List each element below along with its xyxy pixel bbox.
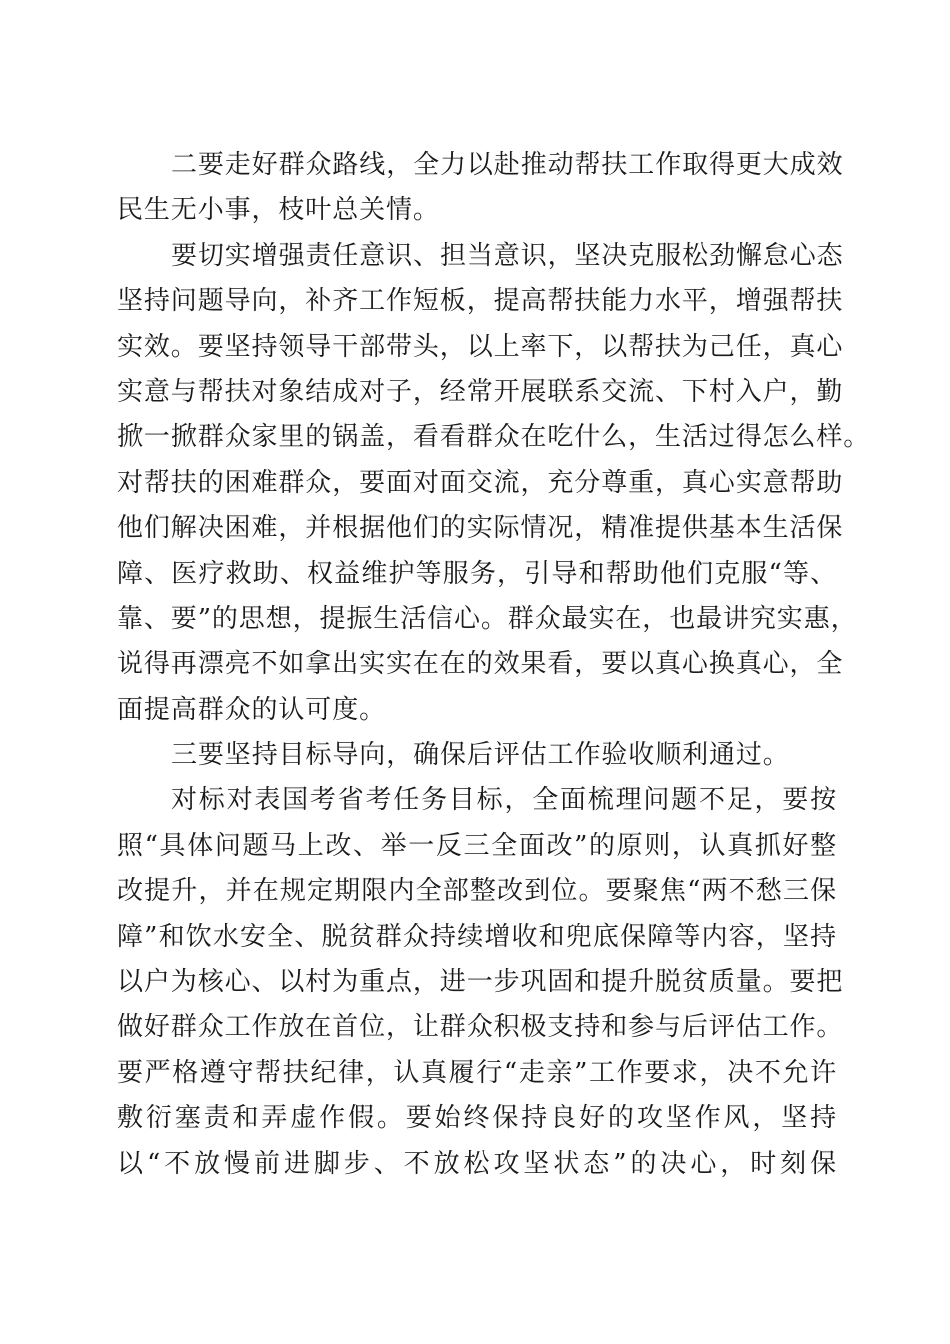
text-line: 做好群众工作放在首位，让群众积极支持和参与后评估工作。 (117, 1012, 844, 1043)
text-line: 民生无小事，枝叶总关情。 (117, 195, 440, 226)
text-line: 以户为核心、以村为重点，进一步巩固和提升脱贫质量。要把 (117, 967, 844, 998)
text-line: 坚持问题导向，补齐工作短板，提高帮扶能力水平，增强帮扶 (117, 286, 844, 317)
text-line: 改提升，并在规定期限内全部整改到位。要聚焦“两不愁三保 (117, 876, 837, 907)
text-line: 障、医疗救助、权益维护等服务，引导和帮助他们克服“等、 (117, 558, 837, 589)
text-line: 障”和饮水安全、脱贫群众持续增收和兜底保障等内容，坚持 (117, 921, 837, 952)
text-line: 他们解决困难，并根据他们的实际情况，精准提供基本生活保 (117, 513, 844, 544)
paragraph-start-line: 对标对表国考省考任务目标，全面梳理问题不足，要按 (171, 785, 837, 816)
text-line: 对帮扶的困难群众，要面对面交流，充分尊重，真心实意帮助 (117, 467, 844, 498)
text-line: 掀一掀群众家里的锅盖，看看群众在吃什么，生活过得怎么样。 (117, 422, 871, 453)
text-line: 靠、要”的思想，提振生活信心。群众最实在，也最讲究实惠， (117, 603, 858, 634)
paragraph-start-line: 要切实增强责任意识、担当意识，坚决克服松劲懈怠心态 (171, 240, 844, 271)
text-line: 面提高群众的认可度。 (117, 694, 387, 725)
heading-line-2: 二要走好群众路线，全力以赴推动帮扶工作取得更大成效 (171, 150, 844, 180)
text-line: 实意与帮扶对象结成对子，经常开展联系交流、下村入户，勤 (117, 376, 844, 407)
text-line: 说得再漂亮不如拿出实实在在的效果看，要以真心换真心，全 (117, 649, 844, 680)
text-line: 要严格遵守帮扶纪律，认真履行“走亲”工作要求，决不允许 (117, 1057, 837, 1088)
text-line: 敷衍塞责和弄虚作假。要始终保持良好的攻坚作风，坚持 (117, 1103, 837, 1134)
text-line: 照“具体问题马上改、举一反三全面改”的原则，认真抓好整 (117, 830, 837, 861)
text-line: 以“不放慢前进脚步、不放松攻坚状态”的决心，时刻保 (117, 1148, 837, 1179)
document-body (117, 143, 871, 1187)
heading-line-3: 三要坚持目标导向，确保后评估工作验收顺利通过。 (171, 740, 790, 771)
text-line: 实效。要坚持领导干部带头，以上率下，以帮扶为己任，真心 (117, 331, 844, 362)
